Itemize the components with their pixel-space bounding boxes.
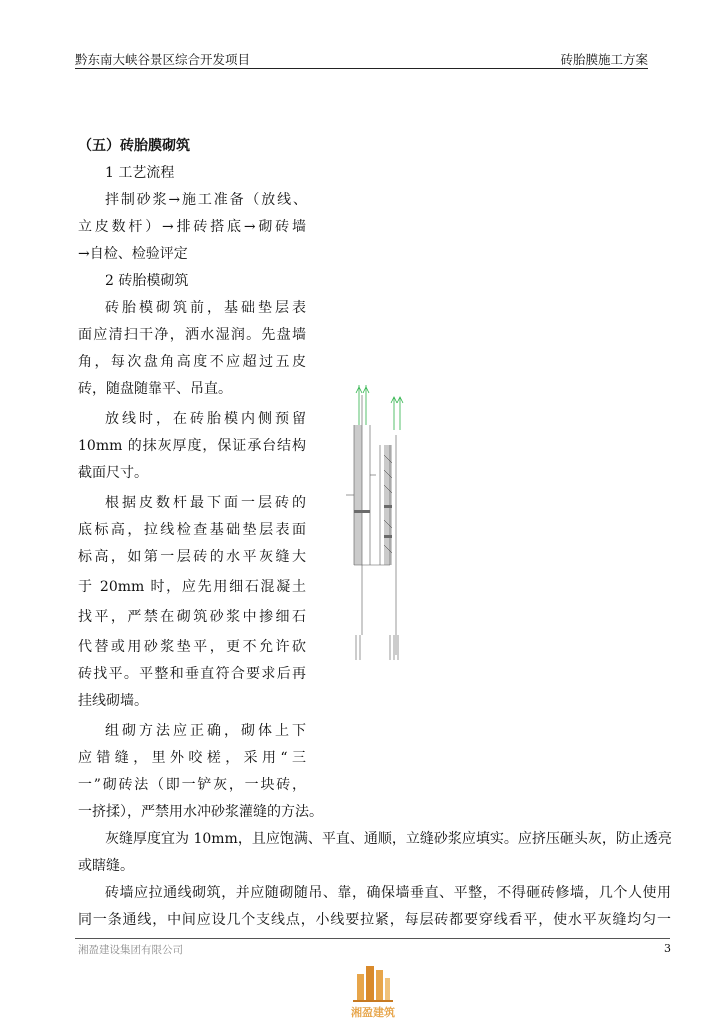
text-line: 应错缝，里外咬槎，采用“三 — [78, 750, 306, 766]
text-line: 砖胎模砌筑前，基础垫层表 — [105, 300, 306, 316]
text-line: 同一条通线，中间应设几个支线点，小线要拉紧，每层砖都要穿线看平，使水平灰缝均匀一 — [78, 912, 671, 928]
text-line: 砖，随盘随靠平、吊直。 — [78, 381, 232, 397]
text-line: 放线时，在砖胎模内侧预留 — [105, 411, 306, 427]
text-line: 角，每次盘角高度不应超过五皮 — [78, 354, 306, 370]
section-heading: （五）砖胎膜砌筑 — [78, 138, 190, 154]
text-line: 灰缝厚度宜为 10mm，且应饱满、平直、通顺，立缝砂浆应填实。应挤压砸头灰，防止透亮 — [105, 831, 672, 847]
text-line: 组砌方法应正确，砌体上下 — [105, 723, 306, 739]
brick-formwork-drawing — [340, 375, 420, 670]
text-line: 或瞎缝。 — [78, 858, 134, 874]
header-project: 黔东南大峡谷景区综合开发项目 — [75, 52, 251, 67]
text-line: 找平，严禁在砌筑砂浆中掺细石 — [78, 609, 306, 625]
page-number: 3 — [664, 942, 671, 955]
text-line: 于 20mm 时，应先用细石混凝土 — [78, 579, 306, 595]
text-line: 底标高，拉线检查基础垫层表面 — [78, 522, 306, 538]
text-line: 挂线砌墙。 — [78, 693, 148, 709]
text-line: 砖墙应拉通线砌筑，并应随砌随吊、靠，确保墙垂直、平整，不得砸砖修墙，几个人使用 — [105, 885, 671, 901]
building-logo-icon — [343, 960, 403, 1004]
header-rule — [75, 68, 648, 69]
text-line: 根据皮数杆最下面一层砖的 — [105, 495, 306, 511]
text-line: 标高，如第一层砖的水平灰缝大 — [78, 549, 306, 565]
text-line: 10mm 的抹灰厚度，保证承台结构 — [78, 438, 306, 454]
text-line: 1 工艺流程 — [105, 165, 175, 181]
text-line: 面应清扫干净，洒水湿润。先盘墙 — [78, 327, 306, 343]
logo-text: 湘盈建筑 — [351, 1006, 395, 1019]
text-line: 代替或用砂浆垫平，更不允许砍 — [78, 639, 306, 655]
company-logo — [343, 960, 403, 1020]
text-line: 截面尺寸。 — [78, 465, 148, 481]
text-line: 拌制砂浆→施工准备（放线、 — [105, 192, 307, 208]
text-line: →自检、检验评定 — [78, 246, 188, 262]
footer-rule — [75, 938, 670, 939]
text-line: 立皮数杆）→排砖搭底→砌砖墙 — [78, 219, 306, 235]
header-doc-title: 砖胎膜施工方案 — [560, 52, 648, 67]
page-header — [75, 50, 648, 68]
footer-company: 湘盈建设集团有限公司 — [78, 944, 183, 956]
text-line: 2 砖胎模砌筑 — [105, 273, 189, 289]
text-line: 一挤揉），严禁用水冲砂浆灌缝的方法。 — [78, 804, 323, 820]
text-line: 一”砌砖法（即一铲灰，一块砖， — [78, 777, 306, 793]
text-line: 砖找平。平整和垂直符合要求后再 — [78, 666, 306, 682]
